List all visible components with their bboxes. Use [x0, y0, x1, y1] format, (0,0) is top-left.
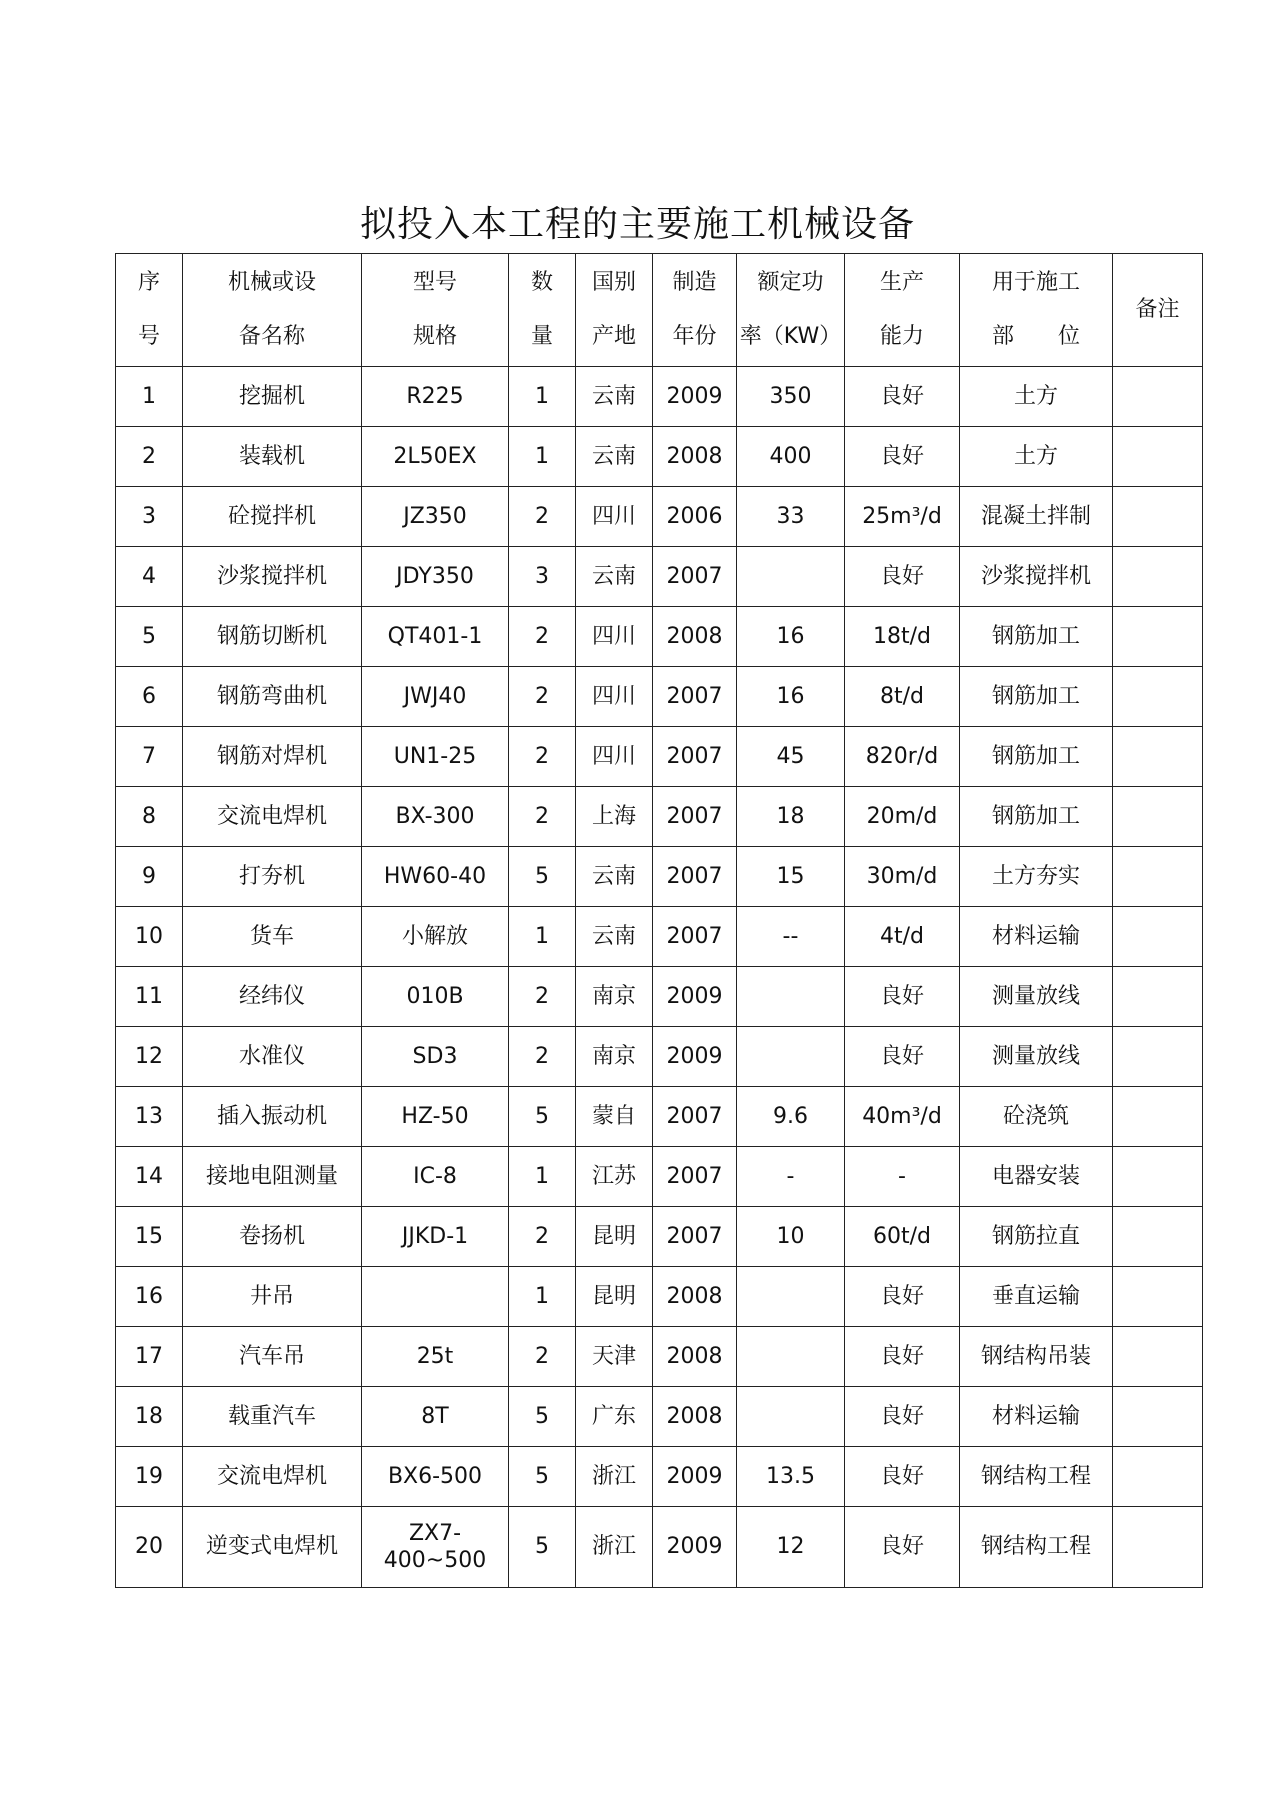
cell-model: ZX7-400~500 [362, 1507, 509, 1588]
cell-seq: 6 [116, 667, 183, 727]
cell-name: 挖掘机 [183, 367, 362, 427]
cell-capacity: 4t/d [845, 907, 960, 967]
cell-seq: 5 [116, 607, 183, 667]
cell-model: 8T [362, 1387, 509, 1447]
cell-qty: 5 [509, 1387, 576, 1447]
cell-usage: 土方夯实 [960, 847, 1113, 907]
table-row [116, 787, 1203, 847]
cell-power: 350 [737, 367, 845, 427]
cell-power [737, 1387, 845, 1447]
cell-remark [1113, 427, 1203, 487]
header-seq: 序 号 [116, 254, 183, 367]
cell-remark [1113, 367, 1203, 427]
cell-name: 交流电焊机 [183, 1447, 362, 1507]
table-row [116, 1027, 1203, 1087]
cell-usage: 钢结构吊装 [960, 1327, 1113, 1387]
cell-qty: 1 [509, 427, 576, 487]
cell-name: 水准仪 [183, 1027, 362, 1087]
cell-model: IC-8 [362, 1147, 509, 1207]
cell-year: 2007 [653, 727, 737, 787]
cell-remark [1113, 1087, 1203, 1147]
cell-model: 小解放 [362, 907, 509, 967]
cell-seq: 13 [116, 1087, 183, 1147]
cell-usage: 钢筋加工 [960, 667, 1113, 727]
cell-model: 2L50EX [362, 427, 509, 487]
cell-name: 载重汽车 [183, 1387, 362, 1447]
cell-model: JJKD-1 [362, 1207, 509, 1267]
cell-origin: 蒙自 [576, 1087, 653, 1147]
cell-year: 2008 [653, 1387, 737, 1447]
cell-remark [1113, 607, 1203, 667]
cell-name: 卷扬机 [183, 1207, 362, 1267]
cell-qty: 2 [509, 1327, 576, 1387]
header-model: 型号 规格 [362, 254, 509, 367]
cell-power: 9.6 [737, 1087, 845, 1147]
table-row [116, 907, 1203, 967]
cell-capacity: 良好 [845, 1027, 960, 1087]
cell-capacity: 60t/d [845, 1207, 960, 1267]
cell-remark [1113, 847, 1203, 907]
cell-capacity: - [845, 1147, 960, 1207]
cell-usage: 砼浇筑 [960, 1087, 1113, 1147]
cell-qty: 3 [509, 547, 576, 607]
cell-usage: 电器安装 [960, 1147, 1113, 1207]
cell-capacity: 良好 [845, 547, 960, 607]
cell-year: 2007 [653, 667, 737, 727]
cell-origin: 云南 [576, 847, 653, 907]
header-power: 额定功 率（KW） [737, 254, 845, 367]
cell-power [737, 547, 845, 607]
cell-remark [1113, 1147, 1203, 1207]
cell-remark [1113, 1267, 1203, 1327]
cell-year: 2009 [653, 1507, 737, 1588]
cell-power: 45 [737, 727, 845, 787]
cell-name: 打夯机 [183, 847, 362, 907]
cell-year: 2008 [653, 607, 737, 667]
cell-name: 沙浆搅拌机 [183, 547, 362, 607]
cell-usage: 材料运输 [960, 907, 1113, 967]
cell-power: 18 [737, 787, 845, 847]
cell-remark [1113, 967, 1203, 1027]
cell-seq: 14 [116, 1147, 183, 1207]
cell-name: 砼搅拌机 [183, 487, 362, 547]
table-row [116, 367, 1203, 427]
cell-model: QT401-1 [362, 607, 509, 667]
cell-name: 钢筋切断机 [183, 607, 362, 667]
cell-origin: 云南 [576, 907, 653, 967]
cell-year: 2009 [653, 967, 737, 1027]
cell-seq: 16 [116, 1267, 183, 1327]
cell-capacity: 良好 [845, 967, 960, 1027]
cell-name: 交流电焊机 [183, 787, 362, 847]
cell-seq: 8 [116, 787, 183, 847]
cell-remark [1113, 1447, 1203, 1507]
table-row [116, 1327, 1203, 1387]
cell-year: 2007 [653, 907, 737, 967]
cell-origin: 南京 [576, 967, 653, 1027]
cell-origin: 上海 [576, 787, 653, 847]
cell-model: HW60-40 [362, 847, 509, 907]
cell-remark [1113, 1387, 1203, 1447]
cell-capacity: 良好 [845, 1267, 960, 1327]
cell-power [737, 1027, 845, 1087]
table-row [116, 1387, 1203, 1447]
cell-capacity: 30m/d [845, 847, 960, 907]
cell-usage: 测量放线 [960, 967, 1113, 1027]
cell-origin: 昆明 [576, 1207, 653, 1267]
cell-qty: 2 [509, 487, 576, 547]
cell-power: 13.5 [737, 1447, 845, 1507]
cell-power: 15 [737, 847, 845, 907]
cell-model: HZ-50 [362, 1087, 509, 1147]
cell-origin: 云南 [576, 547, 653, 607]
equipment-table [115, 253, 1203, 1588]
cell-remark [1113, 727, 1203, 787]
header-year: 制造 年份 [653, 254, 737, 367]
cell-seq: 12 [116, 1027, 183, 1087]
header-name: 机械或设 备名称 [183, 254, 362, 367]
cell-capacity: 18t/d [845, 607, 960, 667]
cell-origin: 四川 [576, 487, 653, 547]
cell-remark [1113, 547, 1203, 607]
cell-capacity: 良好 [845, 1387, 960, 1447]
cell-model [362, 1267, 509, 1327]
cell-usage: 垂直运输 [960, 1267, 1113, 1327]
table-header-row [116, 254, 1203, 367]
cell-year: 2008 [653, 427, 737, 487]
table-row [116, 1147, 1203, 1207]
cell-qty: 1 [509, 1147, 576, 1207]
cell-name: 逆变式电焊机 [183, 1507, 362, 1588]
cell-seq: 9 [116, 847, 183, 907]
cell-name: 货车 [183, 907, 362, 967]
table-row [116, 547, 1203, 607]
cell-model: 25t [362, 1327, 509, 1387]
cell-origin: 江苏 [576, 1147, 653, 1207]
header-qty: 数 量 [509, 254, 576, 367]
table-row [116, 667, 1203, 727]
cell-name: 井吊 [183, 1267, 362, 1327]
cell-model: BX-300 [362, 787, 509, 847]
cell-year: 2007 [653, 787, 737, 847]
cell-capacity: 40m³/d [845, 1087, 960, 1147]
cell-name: 汽车吊 [183, 1327, 362, 1387]
cell-qty: 5 [509, 847, 576, 907]
table-row [116, 607, 1203, 667]
cell-origin: 四川 [576, 727, 653, 787]
cell-remark [1113, 1507, 1203, 1588]
cell-seq: 3 [116, 487, 183, 547]
cell-seq: 15 [116, 1207, 183, 1267]
cell-qty: 2 [509, 667, 576, 727]
cell-remark [1113, 787, 1203, 847]
cell-name: 钢筋对焊机 [183, 727, 362, 787]
cell-capacity: 良好 [845, 1447, 960, 1507]
cell-capacity: 25m³/d [845, 487, 960, 547]
table-row [116, 1207, 1203, 1267]
cell-origin: 云南 [576, 367, 653, 427]
cell-power [737, 1327, 845, 1387]
cell-qty: 5 [509, 1087, 576, 1147]
cell-qty: 2 [509, 727, 576, 787]
cell-capacity: 良好 [845, 1327, 960, 1387]
cell-qty: 5 [509, 1447, 576, 1507]
cell-usage: 钢筋拉直 [960, 1207, 1113, 1267]
cell-remark [1113, 1207, 1203, 1267]
header-usage: 用于施工 部 位 [960, 254, 1113, 367]
cell-qty: 2 [509, 1207, 576, 1267]
cell-name: 钢筋弯曲机 [183, 667, 362, 727]
cell-power: 16 [737, 667, 845, 727]
cell-year: 2009 [653, 1447, 737, 1507]
cell-qty: 2 [509, 607, 576, 667]
cell-usage: 钢结构工程 [960, 1447, 1113, 1507]
cell-power [737, 1267, 845, 1327]
cell-year: 2009 [653, 367, 737, 427]
cell-remark [1113, 907, 1203, 967]
cell-origin: 云南 [576, 427, 653, 487]
cell-seq: 10 [116, 907, 183, 967]
cell-origin: 广东 [576, 1387, 653, 1447]
cell-model: R225 [362, 367, 509, 427]
header-capacity: 生产 能力 [845, 254, 960, 367]
cell-power: 16 [737, 607, 845, 667]
cell-remark [1113, 487, 1203, 547]
cell-capacity: 8t/d [845, 667, 960, 727]
cell-name: 经纬仪 [183, 967, 362, 1027]
cell-model: JZ350 [362, 487, 509, 547]
document-title: 拟投入本工程的主要施工机械设备 [359, 204, 915, 245]
table-row [116, 427, 1203, 487]
table-row [116, 847, 1203, 907]
cell-usage: 土方 [960, 367, 1113, 427]
cell-seq: 4 [116, 547, 183, 607]
cell-seq: 1 [116, 367, 183, 427]
table-row [116, 727, 1203, 787]
cell-model: 010B [362, 967, 509, 1027]
cell-model: SD3 [362, 1027, 509, 1087]
cell-capacity: 良好 [845, 427, 960, 487]
cell-usage: 钢筋加工 [960, 727, 1113, 787]
cell-qty: 2 [509, 787, 576, 847]
cell-qty: 1 [509, 907, 576, 967]
cell-qty: 1 [509, 1267, 576, 1327]
cell-seq: 2 [116, 427, 183, 487]
cell-model: JDY350 [362, 547, 509, 607]
table-row [116, 487, 1203, 547]
cell-remark [1113, 1027, 1203, 1087]
cell-capacity: 良好 [845, 1507, 960, 1588]
cell-year: 2008 [653, 1327, 737, 1387]
cell-power: -- [737, 907, 845, 967]
cell-usage: 钢筋加工 [960, 787, 1113, 847]
cell-power [737, 967, 845, 1027]
cell-origin: 四川 [576, 667, 653, 727]
cell-year: 2007 [653, 1087, 737, 1147]
header-remark: 备注 [1113, 254, 1203, 367]
cell-power: 12 [737, 1507, 845, 1588]
cell-capacity: 20m/d [845, 787, 960, 847]
cell-seq: 17 [116, 1327, 183, 1387]
table-row [116, 1087, 1203, 1147]
cell-power: 400 [737, 427, 845, 487]
table-row [116, 1267, 1203, 1327]
cell-usage: 钢结构工程 [960, 1507, 1113, 1588]
cell-origin: 浙江 [576, 1507, 653, 1588]
cell-remark [1113, 1327, 1203, 1387]
cell-power: - [737, 1147, 845, 1207]
cell-seq: 20 [116, 1507, 183, 1588]
cell-usage: 钢筋加工 [960, 607, 1113, 667]
cell-usage: 沙浆搅拌机 [960, 547, 1113, 607]
cell-capacity: 820r/d [845, 727, 960, 787]
table-row [116, 1447, 1203, 1507]
cell-name: 装载机 [183, 427, 362, 487]
cell-year: 2009 [653, 1027, 737, 1087]
cell-origin: 浙江 [576, 1447, 653, 1507]
cell-year: 2008 [653, 1267, 737, 1327]
cell-model: BX6-500 [362, 1447, 509, 1507]
cell-origin: 南京 [576, 1027, 653, 1087]
cell-name: 插入振动机 [183, 1087, 362, 1147]
cell-year: 2007 [653, 1147, 737, 1207]
cell-power: 10 [737, 1207, 845, 1267]
cell-power: 33 [737, 487, 845, 547]
cell-year: 2007 [653, 1207, 737, 1267]
cell-origin: 天津 [576, 1327, 653, 1387]
header-origin: 国别 产地 [576, 254, 653, 367]
table-row [116, 1507, 1203, 1588]
cell-name: 接地电阻测量 [183, 1147, 362, 1207]
cell-seq: 19 [116, 1447, 183, 1507]
cell-usage: 测量放线 [960, 1027, 1113, 1087]
cell-year: 2007 [653, 847, 737, 907]
cell-qty: 2 [509, 967, 576, 1027]
cell-year: 2007 [653, 547, 737, 607]
cell-capacity: 良好 [845, 367, 960, 427]
cell-usage: 混凝土拌制 [960, 487, 1113, 547]
cell-usage: 材料运输 [960, 1387, 1113, 1447]
cell-year: 2006 [653, 487, 737, 547]
table-row [116, 967, 1203, 1027]
cell-qty: 1 [509, 367, 576, 427]
cell-origin: 昆明 [576, 1267, 653, 1327]
cell-qty: 5 [509, 1507, 576, 1588]
cell-seq: 18 [116, 1387, 183, 1447]
cell-model: UN1-25 [362, 727, 509, 787]
cell-origin: 四川 [576, 607, 653, 667]
cell-seq: 11 [116, 967, 183, 1027]
cell-seq: 7 [116, 727, 183, 787]
cell-model: JWJ40 [362, 667, 509, 727]
cell-qty: 2 [509, 1027, 576, 1087]
cell-usage: 土方 [960, 427, 1113, 487]
cell-remark [1113, 667, 1203, 727]
